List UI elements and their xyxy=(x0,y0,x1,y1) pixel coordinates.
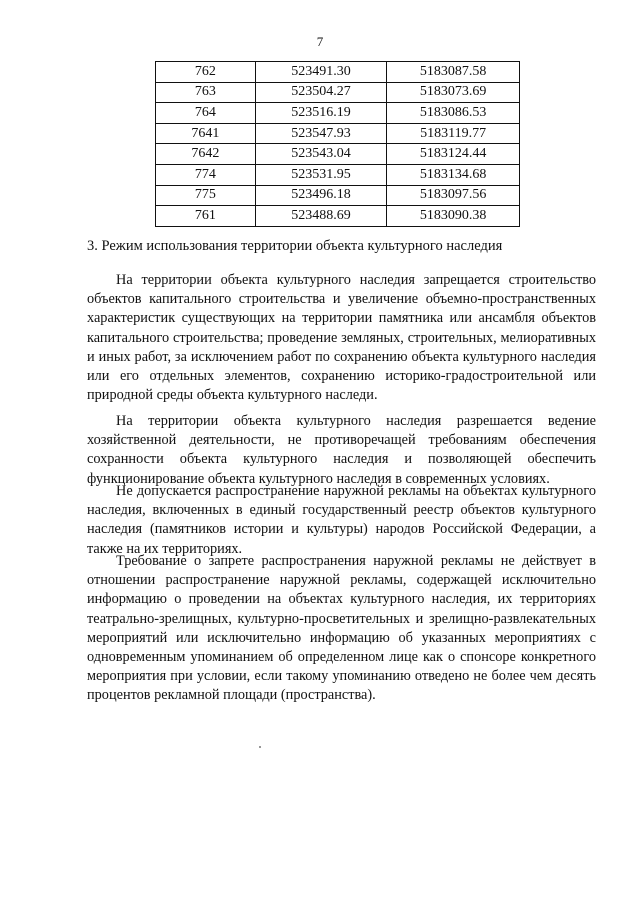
y-coordinate-cell: 5183119.77 xyxy=(387,123,520,144)
y-coordinate-cell: 5183124.44 xyxy=(387,144,520,165)
x-coordinate-cell: 523516.19 xyxy=(255,103,387,124)
table-row xyxy=(156,164,520,185)
table-row xyxy=(156,103,520,124)
point-number-cell: 761 xyxy=(156,206,256,227)
page-number: 7 xyxy=(316,34,324,49)
y-coordinate-cell: 5183097.56 xyxy=(387,185,520,206)
point-number-cell: 764 xyxy=(156,103,256,124)
x-coordinate-cell: 523504.27 xyxy=(255,82,387,103)
y-coordinate-cell: 5183087.58 xyxy=(387,62,520,83)
paragraph-prohibitions: На территории объекта культурного наследия запрещается строительство объектов капитального строительства и увеличение объемно-пространственных характеристик существующих на территории памятника или ансамбля объектов капитального строительства; проведение земляных, строительных, мелиоративных и иных работ, за исключением работ по сохранению объекта культурного наследия или его отдельных элементов, сохранению историко-градостроительной или природной среды объекта культурного наследи. xyxy=(87,272,596,404)
coordinates-table xyxy=(155,61,520,227)
x-coordinate-cell: 523496.18 xyxy=(255,185,387,206)
y-coordinate-cell: 5183134.68 xyxy=(387,164,520,185)
x-coordinate-cell: 523491.30 xyxy=(255,62,387,83)
table-row xyxy=(156,123,520,144)
scan-speck xyxy=(259,746,261,748)
table-row xyxy=(156,185,520,206)
point-number-cell: 7641 xyxy=(156,123,256,144)
x-coordinate-cell: 523543.04 xyxy=(255,144,387,165)
table-row xyxy=(156,62,520,83)
y-coordinate-cell: 5183086.53 xyxy=(387,103,520,124)
y-coordinate-cell: 5183073.69 xyxy=(387,82,520,103)
table-row xyxy=(156,82,520,103)
coordinates-table-body xyxy=(156,62,520,227)
paragraph-advertising-exception: Требование о запрете распространения наружной рекламы не действует в отношении распространение наружной рекламы, содержащей исключительно информацию о проведении на объектах культурного наследия, их территориях театрально-зрелищных, культурно-просветительных и зрелищно-развлекательных мероприятий или исключительно информацию об указанных мероприятиях с одновременным упоминанием об определенном лице как о спонсоре конкретного мероприятия при условии, если такому упоминанию отведено не более чем десять процентов рекламной площади (пространства). xyxy=(87,553,596,704)
point-number-cell: 774 xyxy=(156,164,256,185)
table-row xyxy=(156,144,520,165)
point-number-cell: 7642 xyxy=(156,144,256,165)
paragraph-advertising-ban: Не допускается распространение наружной рекламы на объектах культурного наследия, включенных в единый государственный реестр объектов культурного наследия (памятников истории и культуры) народов Российской Федерации, а также на их территориях. xyxy=(87,483,596,557)
point-number-cell: 762 xyxy=(156,62,256,83)
x-coordinate-cell: 523488.69 xyxy=(255,206,387,227)
y-coordinate-cell: 5183090.38 xyxy=(387,206,520,227)
section-heading: 3. Режим использования территории объекта культурного наследия xyxy=(87,238,503,254)
point-number-cell: 775 xyxy=(156,185,256,206)
x-coordinate-cell: 523531.95 xyxy=(255,164,387,185)
point-number-cell: 763 xyxy=(156,82,256,103)
paragraph-permissions: На территории объекта культурного наследия разрешается ведение хозяйственной деятельности, не противоречащей требованиям обеспечения сохранности объекта культурного наследия и позволяющей обеспечить функционирование объекта культурного наследия в современных условиях. xyxy=(87,413,596,487)
x-coordinate-cell: 523547.93 xyxy=(255,123,387,144)
table-row xyxy=(156,206,520,227)
